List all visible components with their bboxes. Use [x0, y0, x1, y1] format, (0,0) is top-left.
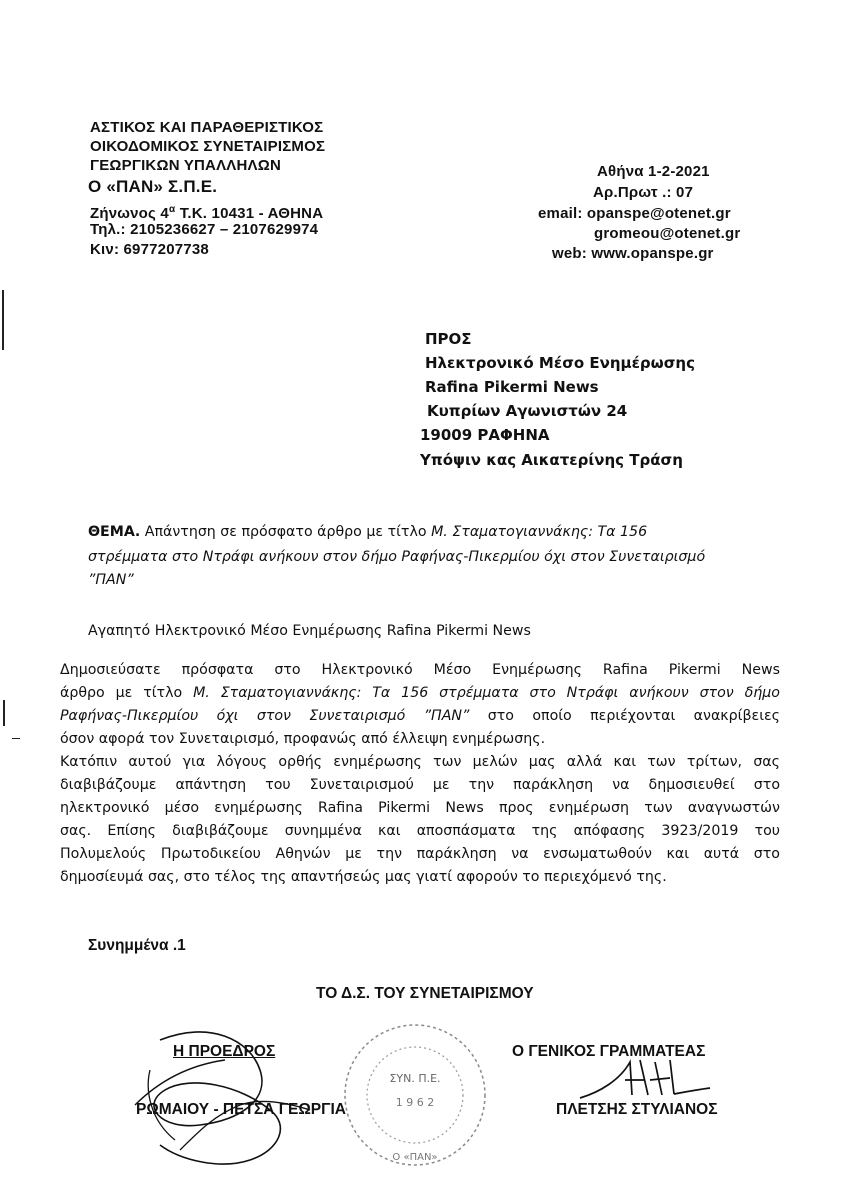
recipient-line-1: Ηλεκτρονικό Μέσο Ενημέρωσης	[425, 354, 695, 372]
stamp-year-text: 1 9 6 2	[395, 1096, 435, 1109]
body-p1-line-2-a: άρθρο με τίτλο	[60, 685, 194, 701]
body-p2-line-6: δημοσίευμά σας, στο τέλος της απαντήσεώς μας γιατί αφορούν το περιεχόμενό της.	[60, 869, 667, 885]
subject-title-2: στρέμματα στο Ντράφι ανήκουν στον δήμο Ραφήνας-Πικερμίου όχι στον Συνεταιρισμό	[88, 549, 706, 565]
subject-line-1	[88, 521, 647, 543]
scan-margin-mark-low	[3, 700, 5, 726]
stamp-bottom-text: Ο «ΠΑΝ»	[392, 1152, 438, 1163]
recipient-line-2: Rafina Pikermi News	[425, 378, 599, 396]
recipient-to-label: ΠΡΟΣ	[425, 330, 472, 348]
body-p1-line-2	[60, 682, 780, 704]
protocol-number: Αρ.Πρωτ .: 07	[593, 184, 694, 201]
body-p2-line-4: σας. Επίσης διαβιβάζουμε συνημμένα και αποσπάσματα της απόφασης 3923/2019 του	[60, 823, 780, 839]
body-p1-line-4: όσον αφορά τον Συνεταιρισμό, προφανώς από έλλειψη ενημέρωσης.	[60, 731, 546, 747]
recipient-line-4: 19009 ΡΑΦΗΝΑ	[420, 426, 550, 444]
secretary-handwritten-signature	[570, 1050, 720, 1110]
body-p1-line-1: Δημοσιεύσατε πρόσφατα στο Ηλεκτρονικό Μέσο Ενημέρωσης Rafina Pikermi News	[60, 662, 780, 678]
subject-line-2	[88, 546, 705, 568]
email-primary: email: opanspe@otenet.gr	[538, 205, 731, 222]
email-secondary: gromeou@otenet.gr	[594, 225, 741, 242]
body-p1-line-3	[60, 705, 780, 727]
scan-margin-mark-top	[2, 290, 4, 350]
body-p2-line-3: ηλεκτρονικό μέσο ενημέρωσης Rafina Pikermi News προς ενημέρωση των αναγνωστών	[60, 800, 780, 816]
subject-title-3: ”ΠΑΝ”	[88, 572, 134, 588]
sender-address-sup: α	[168, 204, 176, 215]
sender-phone: Τηλ.: 2105236627 – 2107629974	[90, 221, 319, 238]
sender-name: Ο «ΠΑΝ» Σ.Π.Ε.	[88, 177, 218, 196]
cooperative-round-stamp	[340, 1010, 490, 1180]
recipient-line-5: Υπόψιν κας Αικατερίνης Τράση	[420, 451, 683, 469]
body-p2-line-5: Πολυμελούς Πρωτοδικείου Αθηνών με την παράκληση να ενσωματωθούν και αυτά στο	[60, 846, 780, 862]
president-title: Η ΠΡΟΕΔΡΟΣ	[173, 1043, 276, 1060]
board-signature-label: ΤΟ Δ.Σ. ΤΟΥ ΣΥΝΕΤΑΙΡΙΣΜΟΥ	[316, 985, 534, 1002]
sender-mobile: Κιν: 6977207738	[90, 241, 209, 258]
subject-title-1: Μ. Σταματογιαννάκης: Τα 156	[431, 524, 648, 540]
sender-address-street: Ζήνωνος 4	[90, 205, 169, 222]
sender-line-2: ΟΙΚΟΔΟΜΙΚΟΣ ΣΥΝΕΤΑΙΡΙΣΜΟΣ	[90, 138, 326, 155]
stamp-center-text: ΣΥΝ. Π.Ε.	[389, 1072, 441, 1085]
subject-text: Απάντηση σε πρόσφατο άρθρο με τίτλο	[140, 524, 432, 540]
secretary-title: Ο ΓΕΝΙΚΟΣ ΓΡΑΜΜΑΤΕΑΣ	[512, 1043, 706, 1060]
letter-date: Αθήνα 1-2-2021	[597, 163, 710, 180]
body-p1-line-3-b: στο οποίο περιέχονται ανακρίβειες	[469, 708, 780, 724]
attachments-label: Συνημμένα .1	[88, 937, 186, 954]
sender-address-rest: Τ.Κ. 10431 - ΑΘΗΝΑ	[175, 205, 324, 222]
subject-label: ΘΕΜΑ.	[88, 524, 141, 540]
president-handwritten-signature	[120, 1010, 350, 1180]
secretary-name: ΠΛΕΤΣΗΣ ΣΤΥΛΙΑΝΟΣ	[556, 1101, 718, 1118]
body-p1-line-2-italic: Μ. Σταματογιαννάκης: Τα 156 στρέμματα στο Ντράφι ανήκουν στον δήμο	[193, 685, 780, 701]
sender-line-1: ΑΣΤΙΚΟΣ ΚΑΙ ΠΑΡΑΘΕΡΙΣΤΙΚΟΣ	[90, 119, 324, 136]
body-p2-line-2: διαβιβάζουμε απάντηση του Συνεταιρισμού με την παράκληση να δημοσιευθεί στο	[60, 777, 780, 793]
body-p2-line-1: Κατόπιν αυτού για λόγους ορθής ενημέρωσης των μελών μας αλλά και των τρίτων, σας	[60, 754, 780, 770]
sender-line-3: ΓΕΩΡΓΙΚΩΝ ΥΠΑΛΛΗΛΩΝ	[90, 157, 281, 174]
recipient-line-3: Κυπρίων Αγωνιστών 24	[427, 402, 628, 420]
website: web: www.opanspe.gr	[552, 245, 714, 262]
subject-line-3	[88, 569, 134, 591]
body-p1-line-3-italic: Ραφήνας-Πικερμίου όχι στον Συνεταιρισμό ”ΠΑΝ”	[60, 708, 470, 724]
scan-margin-mark-mid	[12, 738, 20, 739]
salutation: Αγαπητό Ηλεκτρονικό Μέσο Ενημέρωσης Rafina Pikermi News	[88, 623, 531, 639]
president-name: ΡΩΜΑΙΟΥ - ΠΕΤΣΑ ΓΕΩΡΓΙΑ	[136, 1101, 346, 1118]
